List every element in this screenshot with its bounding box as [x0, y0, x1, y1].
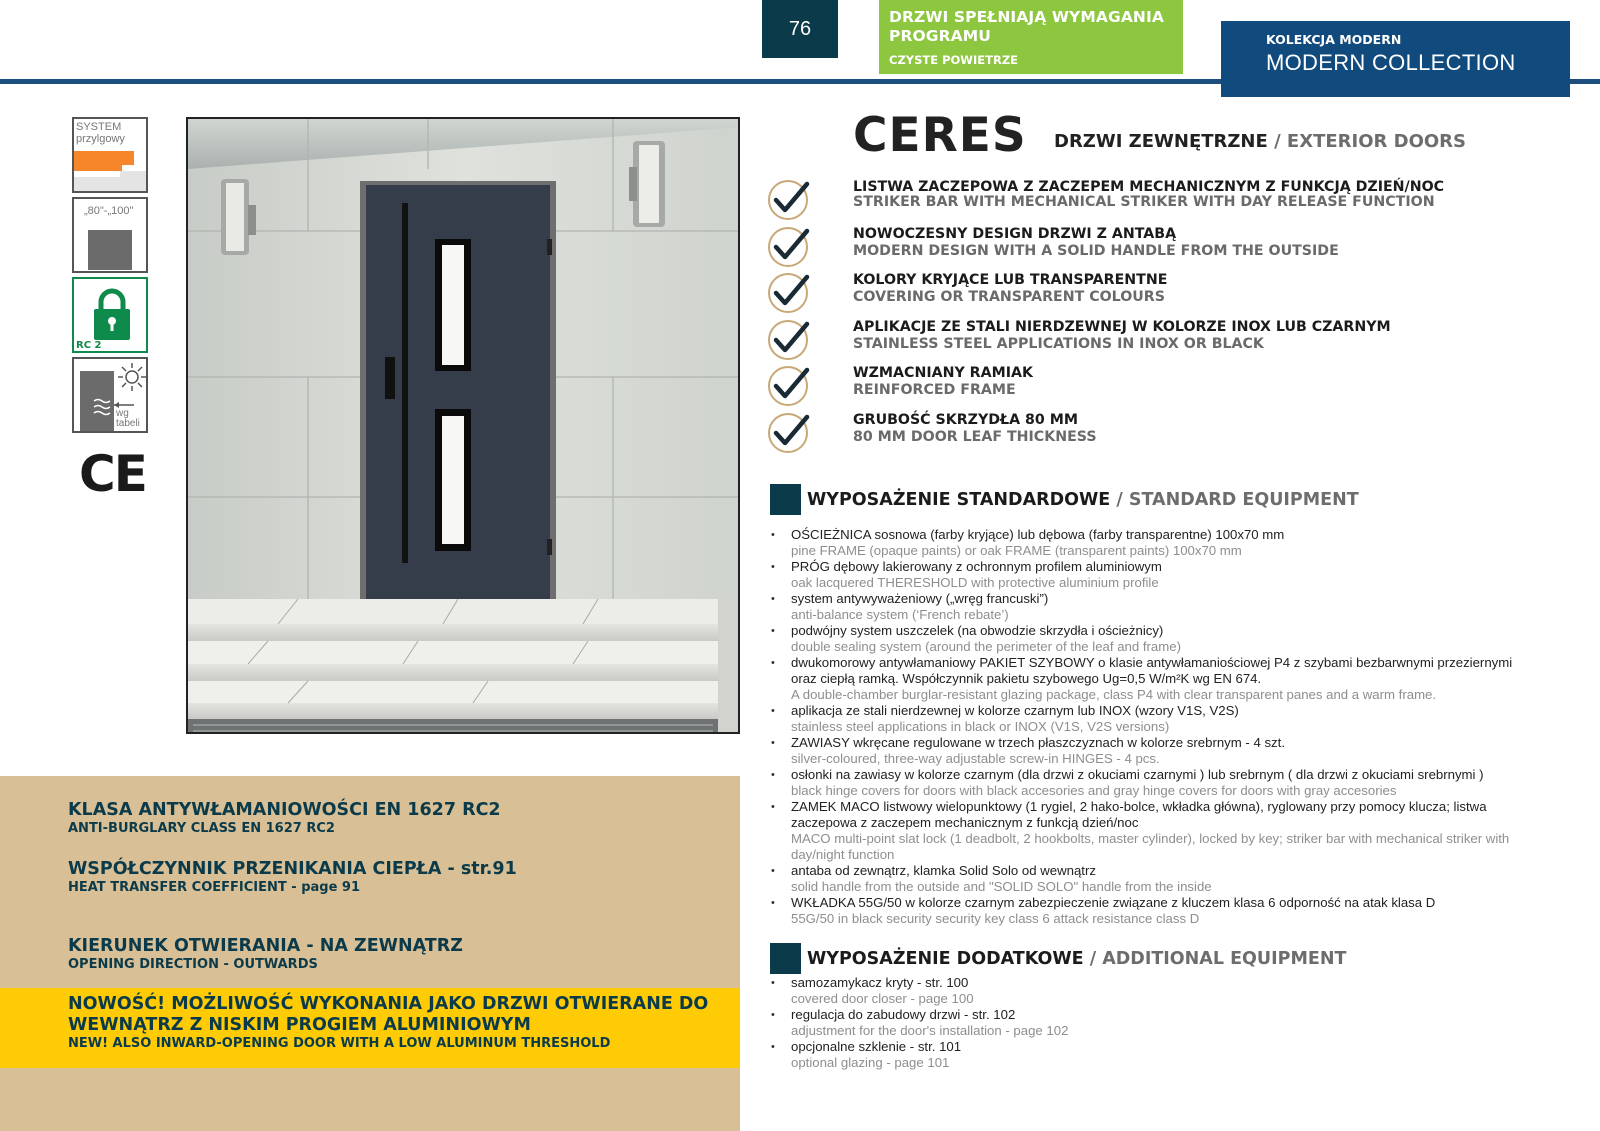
checkmark-icon	[768, 318, 812, 362]
feature-pl: LISTWA ZACZEPOWA Z ZACZEPEM MECHANICZNYM Z FUNKCJĄ DZIEŃ/NOC	[853, 179, 1445, 195]
item-pl: • WKŁADKA 55G/50 w kolorze czarnym zabezpieczenie związane z kluczem klasa 6 odporność na atak klasa D	[791, 895, 1436, 910]
additional-equipment-title	[807, 949, 1346, 969]
item-pl: • regulacja do zabudowy drzwi - str. 102	[791, 1007, 1016, 1022]
item-pl: • dwukomorowy antywłamaniowy PAKIET SZYBOWY o klasie antywłamaniościowej P4 z szybami bezbarwnymi przeziernymi oraz ciepłą ramką. Współczynnik pakietu szybowego Ug=0,5 W/m²K wg EN 674.	[791, 655, 1513, 686]
feature-en: COVERING OR TRANSPARENT COLOURS	[853, 289, 1165, 305]
list-item	[770, 735, 1530, 767]
list-item	[770, 527, 1530, 559]
item-pl: • PRÓG dębowy lakierowany z ochronnym profilem aluminiowym	[791, 559, 1162, 574]
heat-coefficient-en: HEAT TRANSFER COEFFICIENT - page 91	[68, 880, 361, 895]
collection-en: MODERN COLLECTION	[1266, 50, 1516, 75]
feature-en: STAINLESS STEEL APPLICATIONS IN INOX OR BLACK	[853, 335, 1264, 352]
feature-list	[768, 178, 1558, 457]
feature-pl: APLIKACJE ZE STALI NIERDZEWNEJ W KOLORZE INOX LUB CZARNYM	[853, 318, 1391, 335]
checkmark-icon	[768, 411, 812, 455]
standard-equipment-list	[770, 527, 1530, 927]
system-label: SYSTEM przylgowy	[76, 121, 125, 145]
checkmark-icon	[768, 178, 812, 222]
wall-lamp-right	[629, 141, 665, 227]
list-item	[770, 975, 1530, 1007]
list-item	[770, 591, 1530, 623]
door-photo	[186, 117, 740, 734]
thickness-icon	[72, 197, 148, 273]
list-item	[770, 703, 1530, 735]
feature-en: REINFORCED FRAME	[853, 382, 1016, 398]
item-en: double sealing system (around the perimeter of the leaf and frame)	[791, 639, 1181, 654]
product-type	[1054, 131, 1466, 152]
item-pl: • antaba od zewnątrz, klamka Solid Solo od wewnątrz	[791, 863, 1096, 878]
info-news	[68, 994, 708, 1052]
product-type-pl: DRZWI ZEWNĘTRZNE	[1054, 131, 1268, 152]
feature-item	[768, 411, 1558, 458]
checkmark-icon	[768, 271, 812, 315]
info-direction	[68, 936, 463, 973]
burglary-class-icon	[72, 277, 148, 353]
list-item	[770, 655, 1530, 703]
feature-en: STRIKER BAR WITH MECHANICAL STRIKER WITH DAY RELEASE FUNCTION	[853, 194, 1435, 210]
product-type-sep: /	[1267, 131, 1287, 152]
item-pl: • system antywyważeniowy („wręg francuski”)	[791, 591, 1049, 606]
collection-pl: KOLEKCJA MODERN	[1266, 32, 1402, 47]
list-item	[770, 799, 1530, 863]
item-en: black hinge covers for doors with black accesories and gray hinge covers for doors with gray accesories	[791, 783, 1397, 798]
item-en: adjustment for the door's installation - page 102	[791, 1023, 1069, 1038]
info-burglary	[68, 800, 501, 837]
spec-icons	[72, 117, 150, 503]
item-en: optional glazing - page 101	[791, 1055, 950, 1070]
item-en: solid handle from the outside and "SOLID SOLO" handle from the inside	[791, 879, 1212, 894]
list-item	[770, 863, 1530, 895]
feature-item	[768, 178, 1558, 225]
feature-pl: GRUBOŚĆ SKRZYDŁA 80 MM	[853, 411, 1078, 428]
additional-equipment-list	[770, 975, 1530, 1071]
item-en: anti-balance system (‘French rebate’)	[791, 607, 1009, 622]
feature-item	[768, 271, 1558, 318]
page-number: 76	[762, 0, 838, 58]
list-item	[770, 1007, 1530, 1039]
additional-title-en: / ADDITIONAL EQUIPMENT	[1089, 948, 1347, 969]
list-item	[770, 767, 1530, 799]
list-item	[770, 623, 1530, 655]
product-name: CERES	[853, 108, 1027, 163]
item-en: A double-chamber burglar-resistant glazing package, class P4 with clear transparent panes and a warm frame.	[791, 687, 1437, 702]
item-en: covered door closer - page 100	[791, 991, 974, 1006]
item-en: oak lacquered THERESHOLD with protective aluminium profile	[791, 575, 1159, 590]
feature-item	[768, 318, 1558, 365]
item-pl: • OŚCIEŻNICA sosnowa (farby kryjące) lub dębowa (farby transparentne) 100x70 mm	[791, 527, 1285, 542]
additional-title-pl: WYPOSAŻENIE DODATKOWE	[807, 948, 1084, 969]
standard-equipment-heading	[770, 484, 1359, 515]
item-en: MACO multi-point slat lock (1 deadbolt, 2 hookbolts, master cylinder), locked by key; striker bar with mechanical striker with day/night function	[791, 831, 1510, 862]
standard-title-pl: WYPOSAŻENIE STANDARDOWE	[807, 489, 1111, 510]
feature-pl: KOLORY KRYJĄCE LUB TRANSPARENTNE	[853, 272, 1168, 288]
news-pl-line2: WEWNĄTRZ Z NISKIM PROGIEM ALUMINIOWYM	[68, 1015, 531, 1035]
standard-equipment-title	[807, 490, 1359, 510]
ce-mark: CE	[79, 445, 146, 503]
checkmark-icon	[768, 225, 812, 269]
program-subtitle: CZYSTE POWIETRZE	[889, 53, 1019, 67]
item-pl: • ZAWIASY wkręcane regulowane w trzech płaszczyznach w kolorze srebrnym - 4 szt.	[791, 735, 1285, 750]
collection-badge	[1221, 21, 1570, 97]
item-en: 55G/50 in black security security key class 6 attack resistance class D	[791, 911, 1200, 926]
feature-en: MODERN DESIGN WITH A SOLID HANDLE FROM THE OUTSIDE	[853, 242, 1339, 259]
section-square-icon	[770, 943, 801, 974]
info-heat	[68, 859, 517, 896]
feature-pl: NOWOCZESNY DESIGN DRZWI Z ANTABĄ	[853, 225, 1177, 242]
rc-label: RC 2	[76, 340, 102, 351]
item-en: stainless steel applications in black or INOX (V1S, V2S versions)	[791, 719, 1170, 734]
list-item	[770, 895, 1530, 927]
item-pl: • ZAMEK MACO listwowy wielopunktowy (1 rygiel, 2 hako-bolce, wkładka główna), ryglowany przy pomocy klucza; listwa zaczepowa z zaczepem mechanicznym z funkcją dzień/noc	[791, 799, 1487, 830]
weather-resistance-icon	[72, 357, 148, 433]
item-pl: • podwójny system uszczelek (na obwodzie skrzydła i ościeżnicy)	[791, 623, 1164, 638]
heat-coefficient-pl: WSPÓŁCZYNNIK PRZENIKANIA CIEPŁA - str.91	[68, 859, 517, 879]
list-item	[770, 1039, 1530, 1071]
section-square-icon	[770, 484, 801, 515]
feature-pl: WZMACNIANY RAMIAK	[853, 365, 1033, 381]
feature-item	[768, 364, 1558, 411]
opening-direction-pl: KIERUNEK OTWIERANIA - NA ZEWNĄTRZ	[68, 936, 463, 956]
item-pl: • osłonki na zawiasy w kolorze czarnym (dla drzwi z okuciami czarnymi ) lub srebrnym ( dla drzwi z okuciami srebrnymi )	[791, 767, 1484, 782]
item-pl: • aplikacja ze stali nierdzewnej w kolorze czarnym lub INOX (wzory V1S, V2S)	[791, 703, 1239, 718]
item-en: pine FRAME (opaque paints) or oak FRAME (transparent paints) 100x70 mm	[791, 543, 1242, 558]
feature-item	[768, 225, 1558, 272]
additional-equipment-heading	[770, 943, 1346, 974]
product-type-en: EXTERIOR DOORS	[1286, 131, 1467, 152]
burglary-class-pl: KLASA ANTYWŁAMANIOWOŚCI EN 1627 RC2	[68, 800, 501, 820]
list-item	[770, 559, 1530, 591]
program-badge	[879, 0, 1183, 74]
burglary-class-en: ANTI-BURGLARY CLASS EN 1627 RC2	[68, 821, 335, 836]
opening-direction-en: OPENING DIRECTION - OUTWARDS	[68, 957, 318, 972]
standard-title-en: / STANDARD EQUIPMENT	[1116, 489, 1359, 510]
feature-en: 80 MM DOOR LEAF THICKNESS	[853, 428, 1097, 445]
item-pl: • samozamykacz kryty - str. 100	[791, 975, 969, 990]
item-pl: • opcjonalne szklenie - str. 101	[791, 1039, 962, 1054]
thickness-label: „80"-„100"	[84, 205, 134, 217]
news-en: NEW! ALSO INWARD-OPENING DOOR WITH A LOW ALUMINUM THRESHOLD	[68, 1036, 611, 1051]
checkmark-icon	[768, 364, 812, 408]
program-title: DRZWI SPEŁNIAJĄ WYMAGANIA PROGRAMU	[889, 8, 1164, 45]
item-en: silver-coloured, three-way adjustable screw-in HINGES - 4 pcs.	[791, 751, 1160, 766]
rebate-system-icon	[72, 117, 148, 193]
weather-label: wg tabeli	[116, 408, 140, 429]
news-pl-line1: NOWOŚĆ! MOŻLIWOŚĆ WYKONANIA JAKO DRZWI OTWIERANE DO	[68, 994, 709, 1014]
